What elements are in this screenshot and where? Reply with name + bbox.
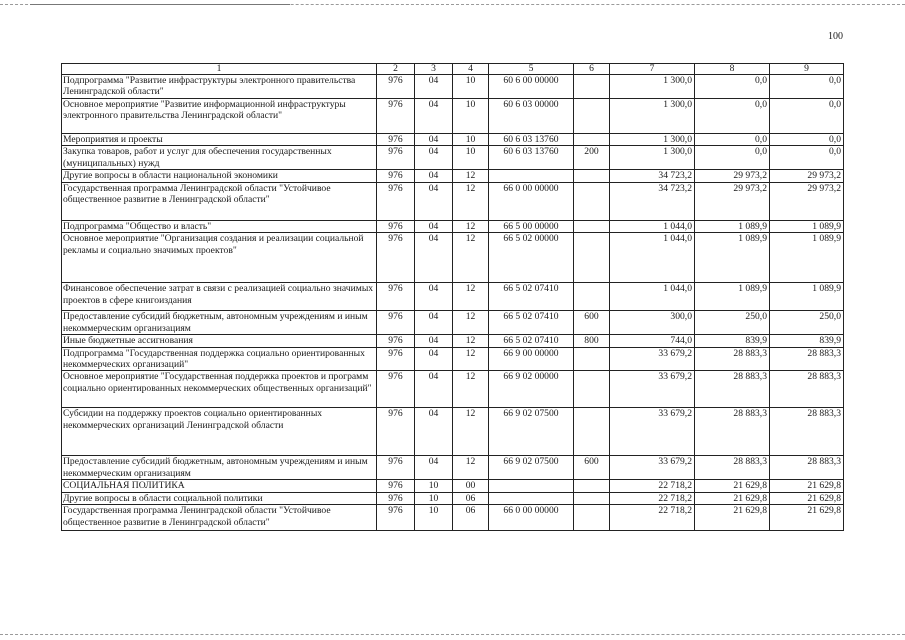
table-row xyxy=(62,408,844,456)
row-col-3: 04 xyxy=(415,347,453,371)
table-row xyxy=(62,480,844,492)
page-number: 100 xyxy=(828,31,843,42)
row-col-6 xyxy=(574,134,610,146)
row-col-8: 28 883,3 xyxy=(695,456,770,480)
row-col-4: 10 xyxy=(453,75,489,99)
row-col-8: 21 629,8 xyxy=(695,492,770,504)
table-row xyxy=(62,170,844,182)
row-col-2: 976 xyxy=(377,220,415,232)
row-name: Подпрограмма "Развитие инфраструктуры электронного правительства Ленинградской области" xyxy=(62,75,377,99)
row-col-8: 28 883,3 xyxy=(695,408,770,456)
row-col-3: 04 xyxy=(415,75,453,99)
row-col-7: 1 044,0 xyxy=(610,283,695,311)
row-col-9: 0,0 xyxy=(770,75,844,99)
row-col-5: 60 6 03 00000 xyxy=(489,99,574,134)
row-col-9: 839,9 xyxy=(770,335,844,347)
scan-top-edge-mark xyxy=(30,4,290,5)
header-col-2: 2 xyxy=(377,64,415,75)
row-col-9: 28 883,3 xyxy=(770,347,844,371)
row-col-9: 1 089,9 xyxy=(770,220,844,232)
row-name: Финансовое обеспечение затрат в связи с реализацией социально значимых проектов в сфере книгоиздания xyxy=(62,283,377,311)
row-col-3: 04 xyxy=(415,99,453,134)
row-col-3: 04 xyxy=(415,335,453,347)
row-col-6 xyxy=(574,182,610,220)
row-col-3: 04 xyxy=(415,408,453,456)
row-col-2: 976 xyxy=(377,233,415,283)
row-col-6 xyxy=(574,492,610,504)
header-col-5: 5 xyxy=(489,64,574,75)
row-col-7: 33 679,2 xyxy=(610,408,695,456)
row-name: Другие вопросы в области национальной экономики xyxy=(62,170,377,182)
row-name: Субсидии на поддержку проектов социально ориентированных некоммерческих организаций Ленинградской области xyxy=(62,408,377,456)
row-col-3: 04 xyxy=(415,134,453,146)
row-col-9: 1 089,9 xyxy=(770,283,844,311)
row-col-4: 00 xyxy=(453,480,489,492)
table-row xyxy=(62,182,844,220)
row-name: Основное мероприятие "Государственная поддержка проектов и программ социально ориентированных некоммерческих общественных организаций" xyxy=(62,371,377,408)
row-col-9: 28 883,3 xyxy=(770,371,844,408)
row-col-4: 12 xyxy=(453,347,489,371)
row-col-8: 0,0 xyxy=(695,99,770,134)
table-row xyxy=(62,335,844,347)
row-col-9: 29 973,2 xyxy=(770,182,844,220)
row-col-5: 60 6 03 13760 xyxy=(489,134,574,146)
row-col-8: 1 089,9 xyxy=(695,233,770,283)
row-col-7: 22 718,2 xyxy=(610,492,695,504)
row-col-4: 12 xyxy=(453,408,489,456)
row-col-6 xyxy=(574,99,610,134)
row-col-6 xyxy=(574,283,610,311)
row-col-4: 12 xyxy=(453,335,489,347)
row-col-8: 0,0 xyxy=(695,134,770,146)
row-col-3: 04 xyxy=(415,182,453,220)
row-name: Мероприятия и проекты xyxy=(62,134,377,146)
row-col-9: 0,0 xyxy=(770,99,844,134)
table-row xyxy=(62,456,844,480)
row-col-4: 12 xyxy=(453,283,489,311)
table-row xyxy=(62,146,844,170)
row-col-7: 744,0 xyxy=(610,335,695,347)
row-name: Основное мероприятие "Развитие информационной инфраструктуры электронного правительства Ленинградской области" xyxy=(62,99,377,134)
row-col-7: 22 718,2 xyxy=(610,505,695,531)
row-col-7: 33 679,2 xyxy=(610,371,695,408)
row-col-4: 12 xyxy=(453,182,489,220)
row-col-2: 976 xyxy=(377,492,415,504)
row-col-9: 28 883,3 xyxy=(770,408,844,456)
row-col-3: 04 xyxy=(415,220,453,232)
row-col-9: 1 089,9 xyxy=(770,233,844,283)
row-col-8: 21 629,8 xyxy=(695,480,770,492)
row-col-2: 976 xyxy=(377,408,415,456)
table-row xyxy=(62,75,844,99)
row-col-2: 976 xyxy=(377,480,415,492)
row-col-8: 250,0 xyxy=(695,311,770,335)
row-col-6: 600 xyxy=(574,311,610,335)
row-col-9: 0,0 xyxy=(770,146,844,170)
row-col-6: 200 xyxy=(574,146,610,170)
row-col-5: 66 9 00 00000 xyxy=(489,347,574,371)
row-col-3: 04 xyxy=(415,456,453,480)
row-col-8: 28 883,3 xyxy=(695,371,770,408)
header-col-9: 9 xyxy=(770,64,844,75)
scan-bottom-edge xyxy=(0,634,905,635)
row-col-2: 976 xyxy=(377,99,415,134)
row-col-3: 10 xyxy=(415,492,453,504)
row-name: Предоставление субсидий бюджетным, автономным учреждениям и иным некоммерческим организациям xyxy=(62,311,377,335)
row-col-5 xyxy=(489,480,574,492)
row-col-2: 976 xyxy=(377,371,415,408)
row-col-4: 12 xyxy=(453,456,489,480)
row-col-5: 66 9 02 07500 xyxy=(489,408,574,456)
row-col-4: 12 xyxy=(453,233,489,283)
header-col-7: 7 xyxy=(610,64,695,75)
row-col-9: 21 629,8 xyxy=(770,480,844,492)
row-col-5: 60 6 03 13760 xyxy=(489,146,574,170)
row-col-5: 66 5 02 07410 xyxy=(489,311,574,335)
table-row xyxy=(62,311,844,335)
row-col-8: 0,0 xyxy=(695,146,770,170)
row-col-8: 29 973,2 xyxy=(695,182,770,220)
row-col-7: 34 723,2 xyxy=(610,182,695,220)
row-name: Другие вопросы в области социальной политики xyxy=(62,492,377,504)
row-col-5: 66 9 02 00000 xyxy=(489,371,574,408)
row-col-5: 66 0 00 00000 xyxy=(489,505,574,531)
row-col-6 xyxy=(574,233,610,283)
row-col-6: 600 xyxy=(574,456,610,480)
row-col-7: 1 300,0 xyxy=(610,134,695,146)
table-row xyxy=(62,347,844,371)
row-col-4: 10 xyxy=(453,146,489,170)
row-name: Подпрограмма "Государственная поддержка социально ориентированных некоммерческих организаций" xyxy=(62,347,377,371)
row-col-3: 04 xyxy=(415,311,453,335)
row-col-4: 12 xyxy=(453,220,489,232)
table-row xyxy=(62,134,844,146)
row-col-3: 04 xyxy=(415,283,453,311)
row-col-2: 976 xyxy=(377,505,415,531)
table-row xyxy=(62,371,844,408)
row-col-7: 1 044,0 xyxy=(610,220,695,232)
row-name: Государственная программа Ленинградской области "Устойчивое общественное развитие в Ленинградской области" xyxy=(62,505,377,531)
row-col-6 xyxy=(574,347,610,371)
row-col-2: 976 xyxy=(377,335,415,347)
row-col-6 xyxy=(574,371,610,408)
table-row xyxy=(62,505,844,531)
row-col-9: 0,0 xyxy=(770,134,844,146)
row-col-2: 976 xyxy=(377,456,415,480)
row-col-8: 28 883,3 xyxy=(695,347,770,371)
row-col-9: 21 629,8 xyxy=(770,505,844,531)
row-col-5: 60 6 00 00000 xyxy=(489,75,574,99)
row-col-6 xyxy=(574,480,610,492)
row-col-7: 33 679,2 xyxy=(610,347,695,371)
row-col-3: 10 xyxy=(415,505,453,531)
row-col-4: 12 xyxy=(453,371,489,408)
table-row xyxy=(62,283,844,311)
row-name: Подпрограмма "Общество и власть" xyxy=(62,220,377,232)
row-col-5: 66 5 02 00000 xyxy=(489,233,574,283)
row-col-3: 04 xyxy=(415,170,453,182)
row-col-6 xyxy=(574,408,610,456)
row-name: СОЦИАЛЬНАЯ ПОЛИТИКА xyxy=(62,480,377,492)
row-col-7: 300,0 xyxy=(610,311,695,335)
row-col-2: 976 xyxy=(377,134,415,146)
row-col-2: 976 xyxy=(377,182,415,220)
row-col-3: 10 xyxy=(415,480,453,492)
table-row xyxy=(62,233,844,283)
row-col-6 xyxy=(574,505,610,531)
row-col-6 xyxy=(574,170,610,182)
header-col-8: 8 xyxy=(695,64,770,75)
row-col-8: 21 629,8 xyxy=(695,505,770,531)
header-col-3: 3 xyxy=(415,64,453,75)
row-col-7: 34 723,2 xyxy=(610,170,695,182)
row-name: Закупка товаров, работ и услуг для обеспечения государственных (муниципальных) нужд xyxy=(62,146,377,170)
row-col-9: 250,0 xyxy=(770,311,844,335)
row-col-9: 21 629,8 xyxy=(770,492,844,504)
row-col-2: 976 xyxy=(377,283,415,311)
budget-table xyxy=(61,63,844,531)
row-col-6 xyxy=(574,75,610,99)
row-col-3: 04 xyxy=(415,146,453,170)
row-col-7: 1 044,0 xyxy=(610,233,695,283)
row-col-3: 04 xyxy=(415,233,453,283)
row-col-6 xyxy=(574,220,610,232)
row-name: Иные бюджетные ассигнования xyxy=(62,335,377,347)
row-col-4: 12 xyxy=(453,311,489,335)
row-col-2: 976 xyxy=(377,347,415,371)
header-col-4: 4 xyxy=(453,64,489,75)
table-row xyxy=(62,220,844,232)
row-col-4: 12 xyxy=(453,170,489,182)
row-col-6: 800 xyxy=(574,335,610,347)
row-col-9: 29 973,2 xyxy=(770,170,844,182)
row-col-2: 976 xyxy=(377,75,415,99)
row-col-8: 1 089,9 xyxy=(695,220,770,232)
row-col-9: 28 883,3 xyxy=(770,456,844,480)
row-col-5 xyxy=(489,492,574,504)
row-col-4: 06 xyxy=(453,505,489,531)
row-name: Государственная программа Ленинградской области "Устойчивое общественное развитие в Ленинградской области" xyxy=(62,182,377,220)
row-col-8: 29 973,2 xyxy=(695,170,770,182)
row-col-7: 1 300,0 xyxy=(610,146,695,170)
row-col-4: 10 xyxy=(453,134,489,146)
row-col-2: 976 xyxy=(377,146,415,170)
row-col-7: 1 300,0 xyxy=(610,75,695,99)
row-col-7: 33 679,2 xyxy=(610,456,695,480)
row-col-5: 66 5 00 00000 xyxy=(489,220,574,232)
row-name: Предоставление субсидий бюджетным, автономным учреждениям и иным некоммерческим организациям xyxy=(62,456,377,480)
row-col-7: 1 300,0 xyxy=(610,99,695,134)
row-col-8: 0,0 xyxy=(695,75,770,99)
row-name: Основное мероприятие "Организация создания и реализации социальной рекламы и социально значимых проектов" xyxy=(62,233,377,283)
row-col-8: 839,9 xyxy=(695,335,770,347)
row-col-5: 66 0 00 00000 xyxy=(489,182,574,220)
row-col-5: 66 9 02 07500 xyxy=(489,456,574,480)
header-col-6: 6 xyxy=(574,64,610,75)
row-col-5: 66 5 02 07410 xyxy=(489,283,574,311)
row-col-2: 976 xyxy=(377,170,415,182)
row-col-8: 1 089,9 xyxy=(695,283,770,311)
table-row xyxy=(62,99,844,134)
header-row xyxy=(62,64,844,75)
row-col-7: 22 718,2 xyxy=(610,480,695,492)
row-col-2: 976 xyxy=(377,311,415,335)
header-col-1: 1 xyxy=(62,64,377,75)
table-row xyxy=(62,492,844,504)
row-col-3: 04 xyxy=(415,371,453,408)
row-col-5 xyxy=(489,170,574,182)
row-col-4: 06 xyxy=(453,492,489,504)
row-col-5: 66 5 02 07410 xyxy=(489,335,574,347)
row-col-4: 10 xyxy=(453,99,489,134)
